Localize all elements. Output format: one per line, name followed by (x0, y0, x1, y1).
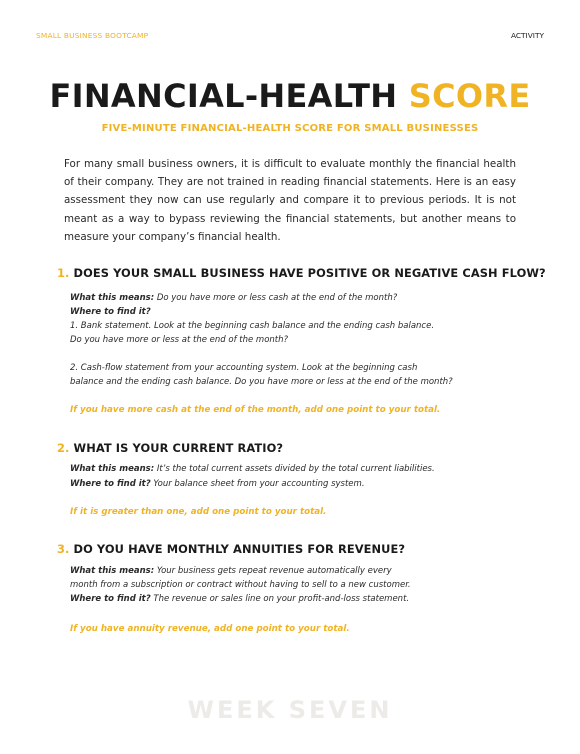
section-1-what-label: What this means: (70, 293, 155, 303)
section-2-heading (57, 441, 283, 455)
section-3-what (70, 566, 392, 577)
section-1-where-label: Where to find it? (70, 307, 151, 317)
section-3-heading (57, 542, 405, 556)
section-2-where-text: Your balance sheet from your accounting system. (153, 479, 365, 489)
section-1-line-2: Do you have more or less at the end of the month? (70, 335, 289, 345)
section-1-action: If you have more cash at the end of the month, add one point to your total. (70, 405, 441, 415)
header-activity-label: ACTIVITY (510, 31, 544, 40)
section-2-action: If it is greater than one, add one point to your total. (70, 507, 327, 517)
section-1-number: 1. (57, 266, 70, 280)
page-title (0, 76, 580, 116)
section-1-heading (57, 266, 546, 280)
section-3-title: DO YOU HAVE MONTHLY ANNUITIES FOR REVENUE? (73, 542, 406, 556)
title-accent: SCORE (408, 77, 531, 115)
section-3-where (70, 594, 409, 605)
section-2-what (70, 464, 435, 475)
section-3-number: 3. (57, 542, 70, 556)
section-1-line-4: balance and the ending cash balance. Do you have more or less at the end of the month? (70, 377, 453, 387)
section-3-what-label: What this means: (70, 566, 155, 576)
footer-week-watermark: WEEK SEVEN (187, 696, 393, 724)
page-subtitle: FIVE-MINUTE FINANCIAL-HEALTH SCORE FOR SMALL BUSINESSES (101, 123, 479, 134)
section-3-where-text: The revenue or sales line on your profit-and-loss statement. (153, 594, 410, 604)
section-3-where-label: Where to find it? (70, 594, 151, 604)
title-main: FINANCIAL-HEALTH (49, 77, 398, 115)
section-1-what (70, 293, 397, 304)
section-3-what-text: Your business gets repeat revenue automatically every (156, 566, 392, 576)
section-2-where (70, 479, 365, 490)
section-2-what-label: What this means: (70, 464, 155, 474)
section-1-line-3: 2. Cash-flow statement from your accounting system. Look at the beginning cash (70, 363, 418, 373)
section-2-title: WHAT IS YOUR CURRENT RATIO? (73, 441, 284, 455)
section-3-action: If you have annuity revenue, add one point to your total. (70, 624, 350, 634)
section-1-line-1: 1. Bank statement. Look at the beginning cash balance and the ending cash balance. (70, 321, 435, 331)
section-2-what-text: It’s the total current assets divided by the total current liabilities. (156, 464, 435, 474)
section-1-where (70, 307, 151, 318)
section-2-number: 2. (57, 441, 70, 455)
section-2-where-label: Where to find it? (70, 479, 151, 489)
section-3-what-cont: month from a subscription or contract without having to sell to a new customer. (70, 580, 411, 590)
intro-paragraph: For many small business owners, it is difficult to evaluate monthly the financial health of their company. They are not trained in reading financial statements. Here is an easy assessment they now can use regularly and compare it to previous periods. It is not meant as a way to bypass reviewing the financial statements, but another means to measure your company’s financial health. (64, 158, 516, 243)
section-1-title: DOES YOUR SMALL BUSINESS HAVE POSITIVE OR NEGATIVE CASH FLOW? (73, 266, 546, 280)
header-program-label: SMALL BUSINESS BOOTCAMP (36, 31, 149, 40)
section-1-what-text: Do you have more or less cash at the end of the month? (156, 293, 398, 303)
